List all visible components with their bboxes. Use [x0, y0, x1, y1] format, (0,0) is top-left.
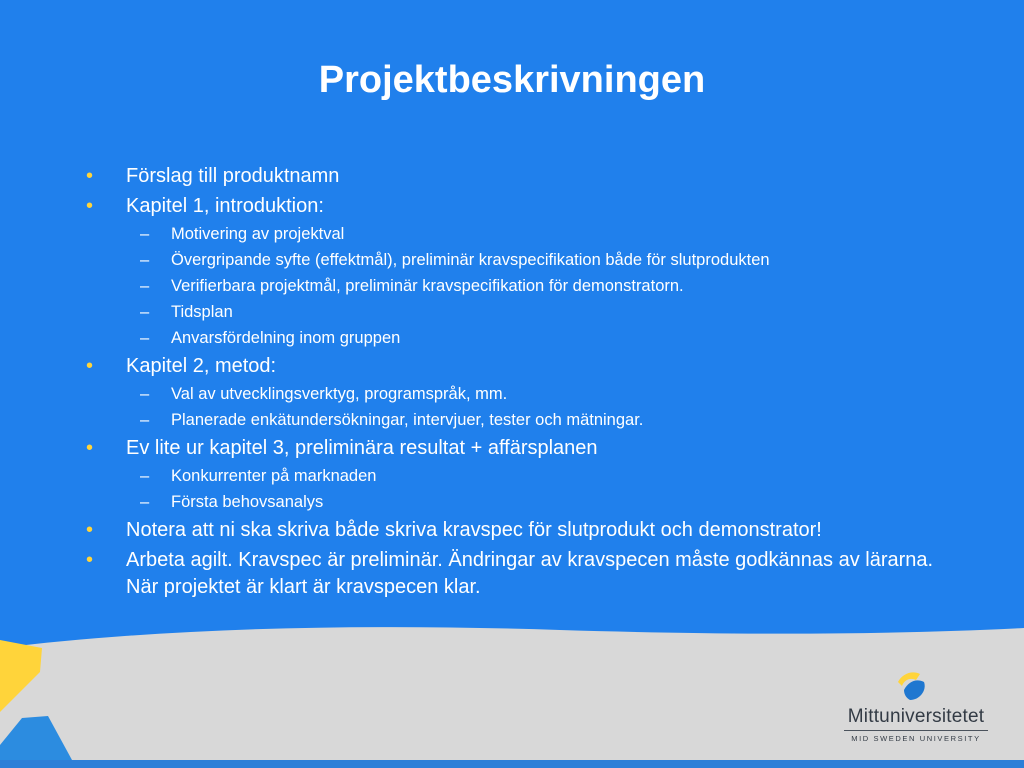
sub-bullet-text: Motivering av projektval [171, 225, 345, 243]
sub-bullet-item [82, 383, 952, 406]
bullet-icon: • [86, 355, 94, 377]
dash-icon: – [140, 303, 150, 321]
bullet-icon: • [86, 437, 94, 459]
sub-bullet-text: Konkurrenter på marknaden [171, 467, 377, 485]
logo-blue-shape [904, 680, 925, 700]
sub-bullet-text: Verifierbara projektmål, preliminär kravspecifikation för demonstratorn. [171, 277, 684, 295]
bullet-list [82, 160, 952, 604]
sub-bullet-item [82, 491, 952, 514]
sub-bullet-text: Första behovsanalys [171, 493, 324, 511]
slide-title: Projektbeskrivningen [318, 59, 706, 101]
bullet-text: Kapitel 1, introduktion: [126, 195, 324, 217]
bullet-text: Förslag till produktnamn [126, 165, 340, 187]
sub-bullet-item [82, 327, 952, 350]
bullet-icon: • [86, 165, 94, 187]
sub-bullet-text: Tidsplan [171, 303, 233, 321]
bullet-text: Notera att ni ska skriva både skriva kravspec för slutprodukt och demonstrator! [126, 519, 822, 541]
sub-bullet-item [82, 301, 952, 324]
dash-icon: – [140, 493, 150, 511]
logo-divider [844, 730, 988, 731]
sub-bullet-text: Anvarsfördelning inom gruppen [171, 329, 401, 347]
logo-subtitle: MID SWEDEN UNIVERSITY [851, 734, 981, 743]
dash-icon: – [140, 411, 150, 429]
bullet-icon: • [86, 549, 94, 571]
sub-bullet-item [82, 223, 952, 246]
bullet-item [82, 435, 952, 462]
sub-bullet-text: Planerade enkätundersökningar, intervjuer, tester och mätningar. [171, 411, 644, 429]
footer-blue-edge [0, 760, 1024, 768]
sub-bullet-item [82, 465, 952, 488]
dash-icon: – [140, 467, 150, 485]
bullet-item [82, 163, 952, 190]
dash-icon: – [140, 329, 150, 347]
dash-icon: – [140, 225, 150, 243]
bullet-item [82, 547, 952, 601]
dash-icon: – [140, 385, 150, 403]
dash-icon: – [140, 277, 150, 295]
mid-sweden-university-logo-icon [894, 668, 930, 704]
sub-bullet-text: Övergripande syfte (effektmål), preliminär kravspecifikation både för slutprodukten [171, 251, 770, 269]
sub-bullet-text: Val av utvecklingsverktyg, programspråk, mm. [171, 385, 508, 403]
sub-bullet-item [82, 409, 952, 432]
bullet-text: Kapitel 2, metod: [126, 355, 277, 377]
sub-bullet-item [82, 275, 952, 298]
university-logo [836, 668, 996, 752]
logo-name: Mittuniversitetet [847, 706, 985, 727]
bullet-icon: • [86, 519, 94, 541]
dash-icon: – [140, 251, 150, 269]
bullet-text: Ev lite ur kapitel 3, preliminära resultat + affärsplanen [126, 437, 598, 459]
bullet-text: Arbeta agilt. Kravspec är preliminär. Ändringar av kravspecen måste godkännas av lärarna. När projektet är klart är kravspecen klar. [126, 549, 934, 598]
bullet-item [82, 353, 952, 380]
bullet-item [82, 517, 952, 544]
bullet-icon: • [86, 195, 94, 217]
sub-bullet-item [82, 249, 952, 272]
bullet-item [82, 193, 952, 220]
